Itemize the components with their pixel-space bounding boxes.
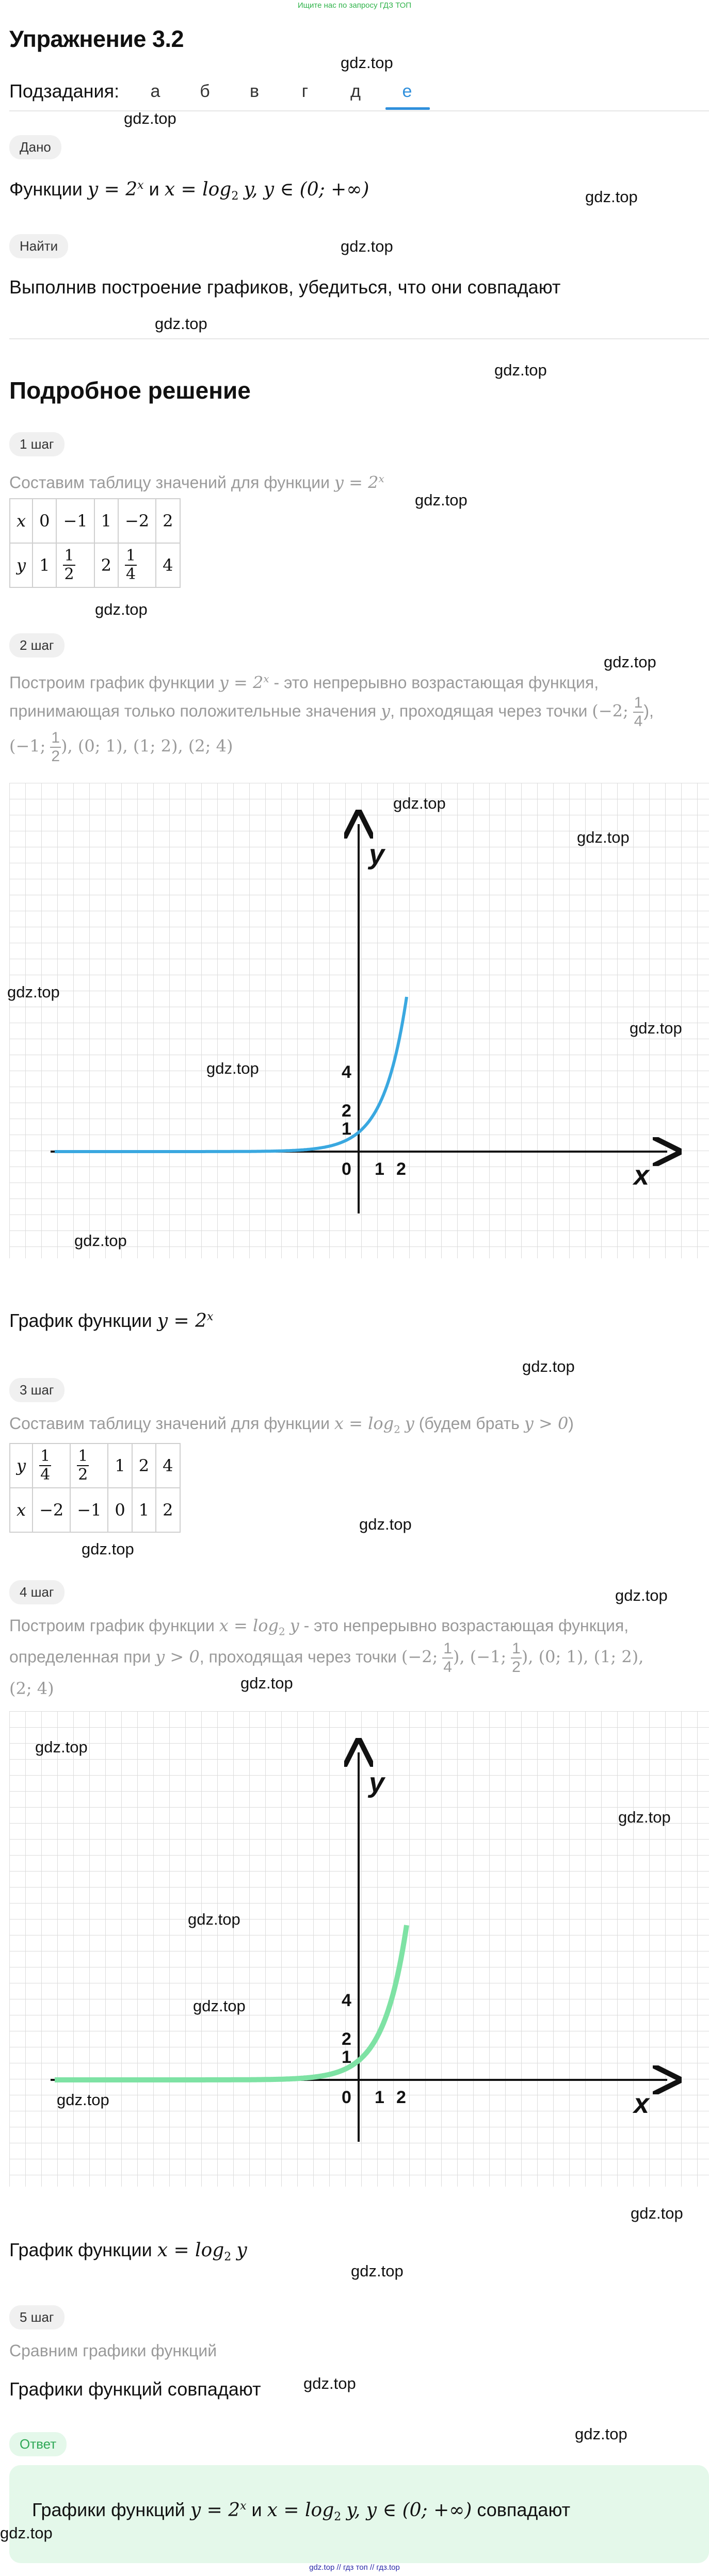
divider	[9, 338, 709, 339]
graph-exponential	[9, 783, 709, 1258]
tab-e[interactable]: е	[402, 81, 412, 101]
table-cell: 1	[132, 1488, 156, 1532]
watermark: gdz.top	[82, 1540, 134, 1558]
table-cell: 2	[132, 1443, 156, 1488]
step3-table	[9, 1443, 181, 1533]
table-row	[10, 499, 180, 543]
step2-line1: Построим график функции $y = 2^x$ - это непрерывно возрастающая функция,	[9, 672, 599, 693]
watermark: gdz.top	[95, 600, 148, 618]
step5-text: Сравним графики функций	[9, 2341, 217, 2360]
watermark: gdz.top	[522, 1357, 575, 1375]
watermark: gdz.top	[124, 109, 176, 127]
watermark: gdz.top	[618, 1808, 671, 1826]
tick-x-2: 2	[396, 1159, 406, 1179]
watermark: gdz.top	[193, 1997, 246, 2015]
table-cell: 0	[33, 499, 56, 543]
table-cell: −2	[118, 499, 156, 543]
answer-pill: Ответ	[9, 2432, 67, 2456]
table-cell: −2	[33, 1488, 70, 1532]
tick-x-1: 1	[375, 2088, 384, 2107]
tab-v[interactable]: в	[249, 81, 260, 101]
table-cell	[118, 543, 156, 587]
table-row	[10, 1443, 180, 1488]
table-cell	[56, 543, 94, 587]
table-cell: x	[10, 499, 33, 543]
tick-x-2: 2	[396, 2088, 406, 2107]
graph-canvas	[9, 783, 709, 1258]
table-cell: y	[10, 1443, 33, 1488]
answer-text: Графики функций $y = 2^x$ и $x = \log_2 y$, y ∈ (0; +∞) совпадают	[32, 2499, 571, 2524]
table-cell: 4	[156, 1443, 180, 1488]
solution-heading: Подробное решение	[9, 377, 251, 404]
fraction: $\frac{1}{4}$	[634, 694, 643, 730]
tick-y-4: 4	[342, 1991, 351, 2010]
tick-y-1: 1	[342, 1119, 351, 1139]
table-cell: x	[10, 1488, 33, 1532]
step3-text: Составим таблицу значений для функции $x = \log_2 y$ (будем брать y > 0)	[9, 1414, 574, 1436]
watermark: gdz.top	[0, 2524, 53, 2542]
fraction: $\frac{1}{2}$	[78, 1447, 88, 1484]
table-row	[10, 1488, 180, 1532]
table-cell: 2	[156, 499, 180, 543]
graph-canvas	[9, 1711, 709, 2187]
graph-logarithmic	[9, 1711, 709, 2187]
tab-g[interactable]: г	[301, 81, 309, 101]
subtasks-label: Подзадания:	[9, 80, 120, 102]
step5-result: Графики функций совпадают	[9, 2378, 261, 2400]
table-cell	[33, 1443, 70, 1488]
watermark: gdz.top	[577, 828, 630, 846]
table-cell: 1	[108, 1443, 132, 1488]
step5-pill: 5 шаг	[9, 2305, 65, 2329]
given-pill: Дано	[9, 135, 61, 159]
watermark: gdz.top	[631, 2204, 683, 2222]
step2-pill: 2 шаг	[9, 633, 65, 658]
watermark: gdz.top	[585, 188, 638, 206]
y-axis-label: y	[369, 839, 385, 870]
watermark: gdz.top	[303, 2374, 356, 2392]
x-axis-label: x	[634, 1160, 650, 1191]
table-cell: 1	[94, 499, 118, 543]
watermark: gdz.top	[604, 653, 656, 671]
table-cell: −1	[56, 499, 94, 543]
step2-caption: График функции $y = 2^x$	[9, 1310, 214, 1332]
find-pill: Найти	[9, 234, 68, 258]
table-cell: 2	[94, 543, 118, 587]
fraction: $\frac{1}{4}$	[443, 1640, 452, 1676]
tick-y-2: 2	[342, 2029, 351, 2049]
step1-pill: 1 шаг	[9, 432, 65, 456]
footer-links[interactable]: gdz.top // гдз топ // гдз.top	[309, 2563, 400, 2572]
watermark: gdz.top	[35, 1738, 88, 1756]
step2-line3: (−1; $\frac{1}{2}$ ), (0; 1), (1; 2), (2; 4)	[9, 729, 233, 765]
watermark: gdz.top	[240, 1674, 293, 1692]
watermark: gdz.top	[7, 983, 60, 1001]
table-cell: 4	[156, 543, 180, 587]
step3-pill: 3 шаг	[9, 1378, 65, 1402]
given-text: Функции $y = 2^x$ и $x = \log_2 y$, y ∈ (0; +∞)	[9, 178, 369, 203]
page-title: Упражнение 3.2	[9, 26, 184, 52]
find-text: Выполнив построение графиков, убедиться, что они совпадают	[9, 276, 561, 298]
watermark: gdz.top	[341, 54, 393, 72]
step4-caption: График функции $x = \log_2 y$	[9, 2239, 247, 2264]
step4-pill: 4 шаг	[9, 1580, 65, 1604]
table-cell: −1	[70, 1488, 108, 1532]
watermark: gdz.top	[341, 237, 393, 255]
table-cell: y	[10, 543, 33, 587]
tick-x-0: 0	[342, 2088, 351, 2107]
divider	[9, 110, 709, 111]
table-row	[10, 543, 180, 587]
y-axis-label: y	[369, 1767, 385, 1798]
watermark: gdz.top	[57, 2091, 109, 2109]
tick-y-2: 2	[342, 1101, 351, 1121]
step4-line3: (2; 4)	[9, 1679, 54, 1698]
x-axis-label: x	[634, 2088, 650, 2119]
tab-a[interactable]: а	[150, 81, 160, 101]
watermark: gdz.top	[206, 1059, 259, 1077]
tick-x-1: 1	[375, 1159, 384, 1179]
active-tab-indicator	[385, 107, 430, 110]
watermark: gdz.top	[359, 1515, 412, 1533]
watermark: gdz.top	[615, 1586, 668, 1604]
watermark: gdz.top	[575, 2425, 627, 2443]
tick-y-4: 4	[342, 1062, 351, 1082]
top-banner[interactable]: Ищите нас по запросу ГДЗ ТОП	[297, 1, 412, 10]
step4-line2: определенная при y > 0, проходящая через точки (−2; $\frac{1}{4}$ ), (−1; $\frac{1}{2}$ ), (0; 1), (1; 2),	[9, 1640, 644, 1676]
step1-table	[9, 498, 181, 588]
fraction: $\frac{1}{2}$	[51, 729, 60, 765]
table-cell: 1	[33, 543, 56, 587]
watermark: gdz.top	[415, 491, 468, 509]
fraction: $\frac{1}{2}$	[64, 547, 74, 583]
fraction: $\frac{1}{4}$	[125, 547, 136, 583]
watermark: gdz.top	[630, 1019, 682, 1037]
watermark: gdz.top	[155, 315, 207, 333]
watermark: gdz.top	[393, 794, 446, 812]
table-cell: 2	[156, 1488, 180, 1532]
tick-x-0: 0	[342, 1159, 351, 1179]
watermark: gdz.top	[188, 1910, 240, 1928]
table-cell	[70, 1443, 108, 1488]
fraction: $\frac{1}{2}$	[512, 1640, 521, 1676]
watermark: gdz.top	[351, 2262, 404, 2280]
tab-d[interactable]: д	[350, 81, 361, 101]
tick-y-1: 1	[342, 2047, 351, 2067]
step1-text: Составим таблицу значений для функции $y = 2^x$	[9, 472, 384, 493]
table-cell: 0	[108, 1488, 132, 1532]
step4-line1: Построим график функции $x = \log_2 y$ - это непрерывно возрастающая функция,	[9, 1616, 629, 1638]
tab-b[interactable]: б	[200, 81, 210, 101]
watermark: gdz.top	[494, 361, 547, 379]
fraction: $\frac{1}{4}$	[40, 1447, 51, 1484]
watermark: gdz.top	[74, 1232, 127, 1250]
step2-line2: принимающая только положительные значения y, проходящая через точки (−2; $\frac{1}{4}$ ),	[9, 694, 654, 730]
